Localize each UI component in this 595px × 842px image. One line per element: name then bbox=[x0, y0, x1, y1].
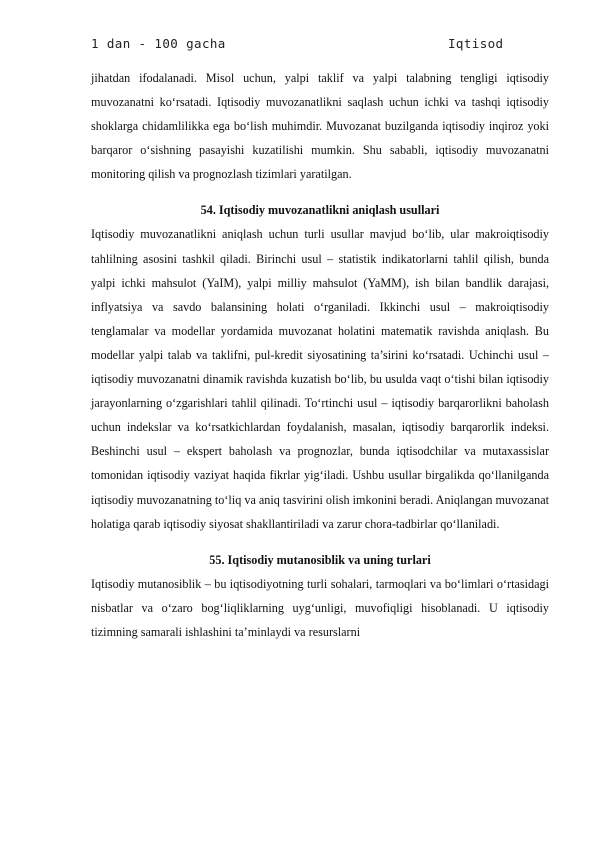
paragraph-intro: jihatdan ifodalanadi. Misol uchun, yalpi taklif va yalpi talabning tengligi iqtisodiy muvozanatni ko‘rsatadi. Iqtisodiy muvozanatlikni saqlash uchun ichki va tashqi iqtisodiy shoklarga chidamlilikka ega bo‘lish muhimdir. Muvozanat buzilganda iqtisodiy inqiroz yoki barqaror o‘sishning pasayishi kuzatilishi mumkin. Shu sababli, iqtisodiy muvozanatni monitoring qilish va prognozlash tizimlari yaratilgan. bbox=[91, 71, 549, 182]
header-subject: Iqtisod bbox=[448, 36, 504, 51]
paragraph-section-55: Iqtisodiy mutanosiblik – bu iqtisodiyotning turli sohalari, tarmoqlari va bo‘limlari o‘rtasidagi nisbatlar va o‘zaro bog‘liqliklarning uyg‘unligi, muvofiqligi hisoblanadi. U iqtisodiy tizimning samarali ishlashini ta’minlaydi va resurslarni bbox=[91, 576, 549, 639]
section-heading-54: 54. Iqtisodiy muvozanatlikni aniqlash usullari bbox=[200, 203, 440, 218]
section-heading-55: 55. Iqtisodiy mutanosiblik va uning turlari bbox=[209, 552, 431, 567]
header-page-range: 1 dan - 100 gacha bbox=[91, 36, 226, 51]
document-body bbox=[91, 66, 549, 644]
paragraph-section-54: Iqtisodiy muvozanatlikni aniqlash uchun turli usullar mavjud bo‘lib, ular makroiqtisodiy tahlilning asosini tashkil qiladi. Birinchi usul – statistik indikatorlarni tahlil qilish, bunda yalpi ichki mahsulot (YaIM), yalpi milliy mahsulot (YaMM), ish bilan bandlik darajasi, inflyatsiya va savdo balansining holati o‘rganiladi. Ikkinchi usul – makroiqtisodiy tenglamalar va modellar yordamida muvozanat holatini matematik ravishda aniqlash. Bu modellar yalpi talab va taklifni, pul-kredit siyosatining ta’sirini ko‘rsatadi. Uchinchi usul – iqtisodiy muvozanatni dinamik ravishda kuzatish bo‘lib, bu usulda vaqt o‘tishi bilan iqtisodiy jarayonlarning o‘zgarishlari tahlil qilinadi. To‘rtinchi usul – iqtisodiy barqarorlikni baholash uchun indekslar va ko‘rsatkichlardan foydalanish, masalan, iqtisodiy barqarorlik indeksi. Beshinchi usul – ekspert baholash va prognozlar, bunda iqtisodchilar va mutaxassislar tomonidan iqtisodiy vaziyat haqida fikrlar yig‘iladi. Ushbu usullar birgalikda qo‘llanilganda iqtisodiy muvozanatning to‘liq va aniq tasvirini olish imkonini beradi. Aniqlangan muvozanat holatiga qarab iqtisodiy siyosat shakllantiriladi va zarur chora-tadbirlar qo‘llaniladi. bbox=[91, 227, 549, 531]
